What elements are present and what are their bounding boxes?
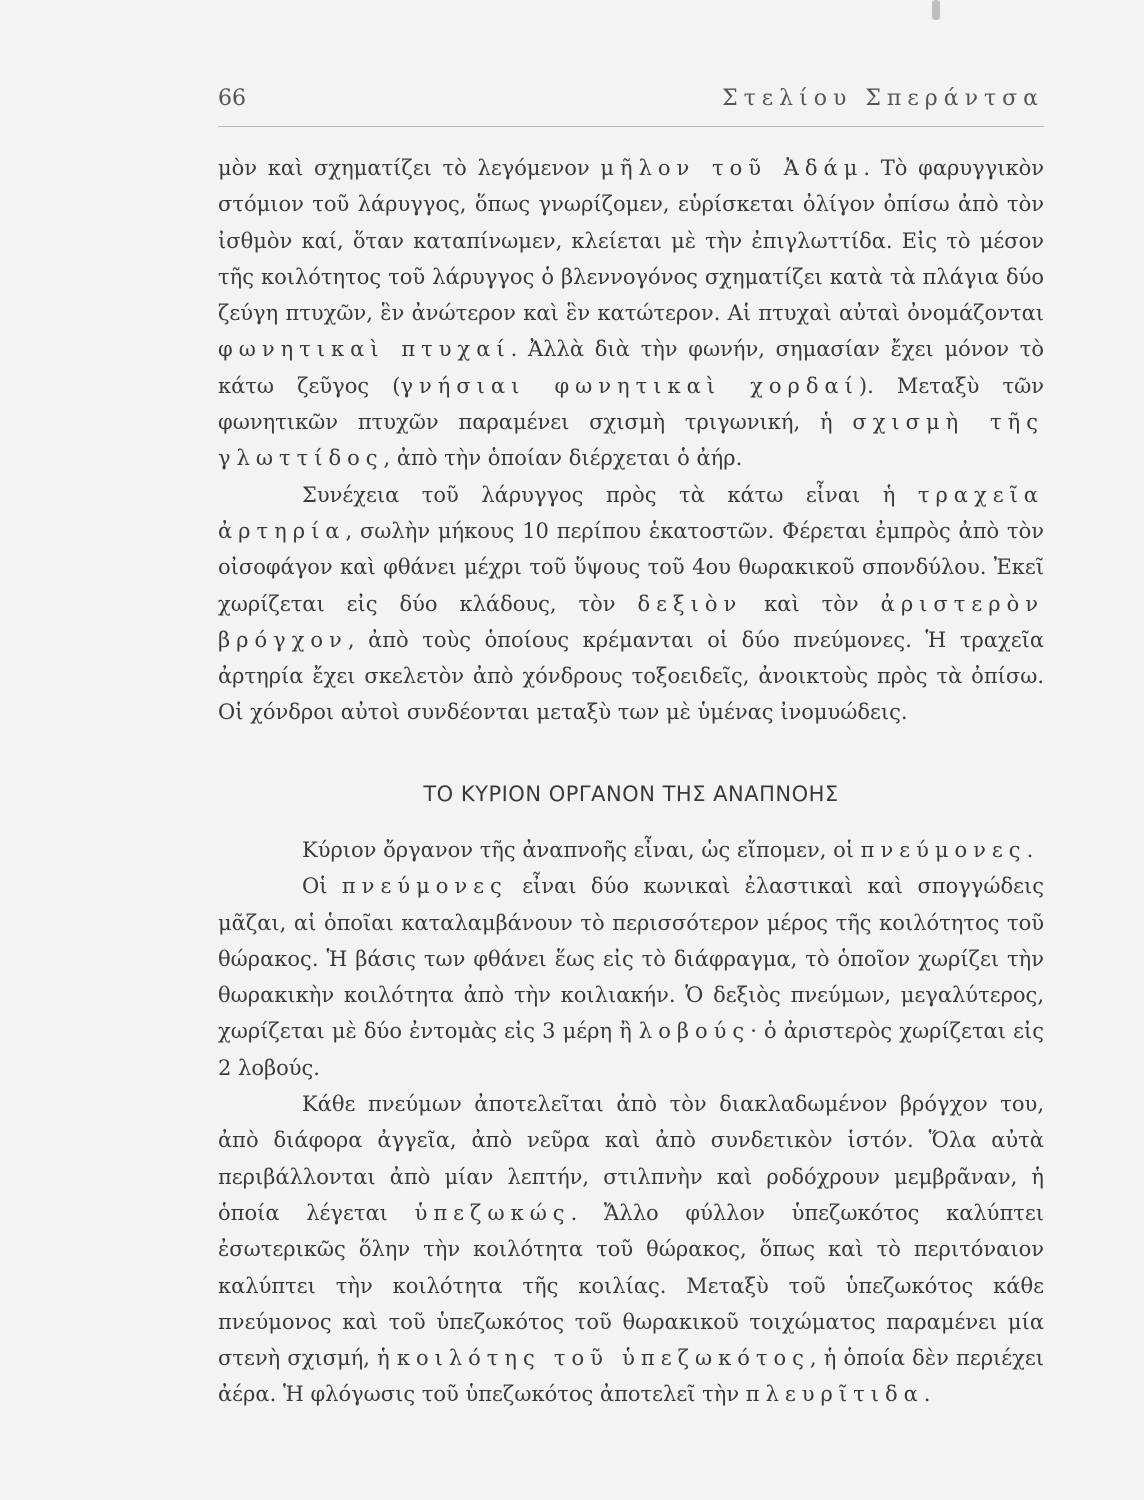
body-text-run: , ἀπὸ τὴν ὁποίαν διέρχεται ὁ ἀήρ. (383, 446, 743, 471)
emphasis-text: δεξιὸν (637, 591, 743, 616)
paragraph (218, 1086, 1044, 1413)
body-text-run: Κάθε πνεύμων ἀποτελεῖται ἀπὸ τὸν διακλαδωμένον βρόγχον του, ἀπὸ διάφορα ἀγγεῖα, ἀπὸ νεῦρα καὶ ἀπὸ συνδετικὸν ἱστόν. Ὅλα αὐτὰ περιβάλλονται ἀπὸ μίαν λεπτήν, στιλπνὴν καὶ ροδόχρουν μεμβρᾶναν, ἡ ὁποία λέγεται (218, 1092, 1044, 1225)
body-text-run: Οἱ (302, 874, 342, 899)
body-text-run: . Ἀλλὰ διὰ τὴν φωνήν, σημασίαν ἔχει μόνον τὸ κάτω ζεῦγος ( (218, 337, 1044, 398)
body-text-run: εἶναι δύο κωνικαὶ ἐλαστικαὶ καὶ σπογγώδεις μᾶζαι, αἱ ὁποῖαι καταλαμβάνουν τὸ περισσότερον μέρος τῆς κοιλότητος τοῦ θώρακος. Ἡ βάσις των φθάνει ἕως εἰς τὸ διάφραγμα, τὸ ὁποῖον χωρίζει τὴν θωρακικὴν κοιλότητα ἀπὸ τὴν κοιλιακήν. Ὁ δεξιὸς πνεύμων, μεγαλύτερος, χωρίζεται μὲ δύο ἐντομὰς εἰς 3 μέρη ἢ (218, 874, 1044, 1044)
running-head: Στελίου Σπεράντσα (722, 86, 1044, 111)
scan-mark (932, 0, 940, 20)
body-text-run: Συνέχεια τοῦ λάρυγγος πρὸς τὰ κάτω εἶναι ἡ (302, 482, 918, 507)
emphasis-text: κοιλότης τοῦ ὑπεζωκότος (396, 1346, 810, 1371)
emphasis-text: ἀριστερὸν βρόγχον (218, 591, 1044, 652)
emphasis-text: σχισμὴ τῆς γλωττίδος (218, 410, 1044, 471)
body-text-run: μὸν καὶ σχηματίζει τὸ λεγόμενον (218, 156, 601, 180)
emphasis-text: πνεύμονες (341, 874, 508, 899)
body-text-part1 (218, 150, 1044, 731)
body-text-run: , ἡ ὁποία δὲν περιέχει ἀέρα. Ἡ φλόγωσις τοῦ ὑπεζωκότος ἀποτελεῖ τὴν (218, 1346, 1044, 1407)
emphasis-text: πλευρῖτιδα (745, 1382, 924, 1407)
paragraph (218, 150, 1044, 477)
emphasis-text: πνεύμονες (860, 838, 1027, 862)
paragraph (218, 868, 1044, 1086)
page-number: 66 (218, 86, 246, 111)
emphasis-text: ὑπεζωκώς (414, 1200, 571, 1225)
paragraph (218, 832, 1044, 868)
section-heading: ΤΟ ΚΥΡΙΟΝ ΟΡΓΑΝΟΝ ΤΗΣ ΑΝΑΠΝΟΗΣ (423, 782, 839, 806)
body-text-run: . Τὸ φαρυγγικὸν στόμιον τοῦ λάρυγγος, ὅπως γνωρίζομεν, εὑρίσκεται ὀλίγον ὀπίσω ἀπὸ τὸν ἰσθμὸν καί, ὅταν καταπίνωμεν, κλείεται μὲ τὴν ἐπιγλωττίδα. Εἰς τὸ μέσον τῆς κοιλότητος τοῦ λάρυγγος ὁ βλεννογόνος σχηματίζει κατὰ τὰ πλάγια δύο ζεύγη πτυχῶν, ἓν ἀνώτερον καὶ ἓν κατώτερον. Αἱ πτυχαὶ αὐταὶ ὀνομάζονται (218, 156, 1045, 326)
emphasis-text: τραχεῖα ἀρτηρία (218, 482, 1044, 543)
body-text-run: ). Μεταξὺ τῶν φωνητικῶν πτυχῶν παραμένει σχισμὴ τριγωνική, ἡ (218, 373, 1044, 435)
body-text-part2 (218, 832, 1044, 1413)
body-text-run: , σωλὴν μήκους 10 περίπου ἑκατοστῶν. Φέρεται ἐμπρὸς ἀπὸ τὸν οἰσοφάγον καὶ φθάνει μέχρι τοῦ ὕψους τοῦ 4ου θωρακικοῦ σπονδύλου. Ἐκεῖ χωρίζεται εἰς δύο κλάδους, τὸν (218, 518, 1044, 616)
paragraph (218, 477, 1044, 731)
body-text-run: . (923, 1382, 931, 1407)
emphasis-text: μῆλον τοῦ Ἀδάμ (600, 156, 864, 180)
emphasis-text: γνήσιαι φωνητικαὶ χορδαί (400, 373, 859, 398)
emphasis-text: φωνητικαὶ πτυχαί (218, 337, 511, 362)
body-text-run: , ἀπὸ τοὺς ὁποίους κρέμανται οἱ δύο πνεύμονες. Ἡ τραχεῖα ἀρτηρία ἔχει σκελετὸν ἀπὸ χόνδρους τοξοειδεῖς, ἀνοικτοὺς πρὸς τὰ ὀπίσω. Οἱ χόνδροι αὐτοὶ συνδέονται μεταξὺ των μὲ ὑμένας ἰνομυώδεις. (218, 627, 1044, 725)
body-text-run: . (1026, 838, 1034, 862)
emphasis-text: λοβούς (638, 1019, 751, 1044)
body-text-run: Κύριον ὄργανον τῆς ἀναπνοῆς εἶναι, ὡς εἴπομεν, οἱ (302, 838, 861, 862)
body-text-run: · ὁ ἀριστερὸς χωρίζεται εἰς 2 λοβούς. (218, 1019, 1044, 1080)
page-header (218, 86, 1044, 127)
body-text-run: καὶ τὸν (742, 591, 881, 616)
body-text-run: . Ἄλλο φύλλον ὑπεζωκότος καλύπτει ἐσωτερικῶς ὅλην τὴν κοιλότητα τοῦ θώρακος, ὅπως καὶ τὸ περιτόναιον καλύπτει τὴν κοιλότητα τῆς κοιλίας. Μεταξὺ τοῦ ὑπεζωκότος κάθε πνεύμονος καὶ τοῦ ὑπεζωκότος τοῦ θωρακικοῦ τοιχώματος παραμένει μία στενὴ σχισμή, ἡ (218, 1200, 1044, 1371)
